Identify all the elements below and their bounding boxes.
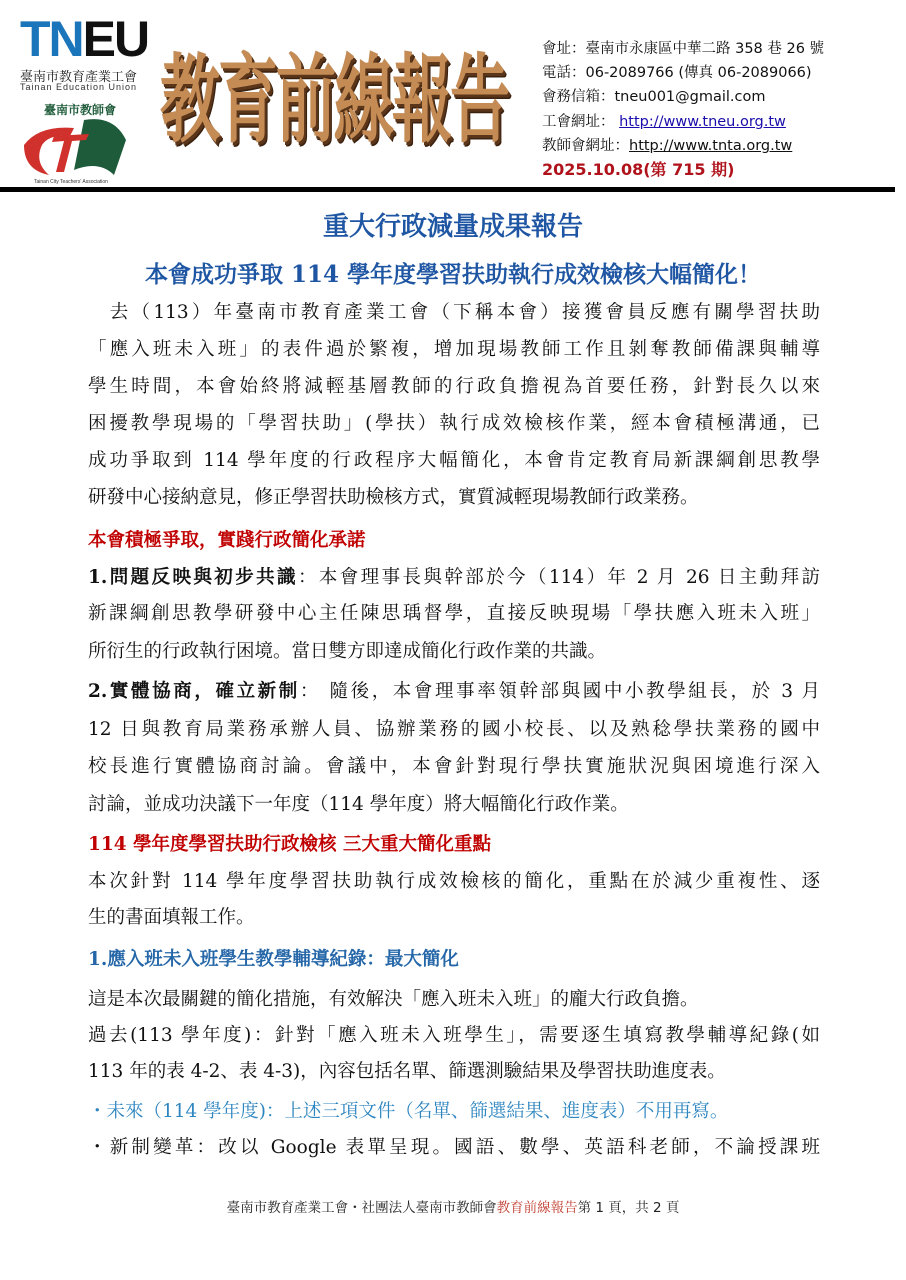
paragraph-line: 去（113）年臺南市教育產業工會（下稱本會）接獲會員反應有關學習扶助 <box>88 302 820 323</box>
union-site-link[interactable]: http://www.tneu.org.tw <box>619 114 786 130</box>
tneu-logo: TNEU <box>20 11 149 67</box>
paragraph-line: 過去(113 學年度)：針對「應入班未入班學生」，需要逐生填寫教學輔導紀錄(如 <box>88 1025 820 1046</box>
paragraph-line: 「應入班未入班」的表件過於繁複，增加現場教師工作且剝奪教師備課與輔導 <box>88 339 820 360</box>
section-heading: 114 學年度學習扶助行政檢核 三大重大簡化重點 <box>88 834 492 855</box>
tta-logo <box>14 100 134 185</box>
page-title: 重大行政減量成果報告 <box>322 212 583 242</box>
paragraph-line: 所衍生的行政執行困境。當日雙方即達成簡化行政作業的共識。 <box>88 641 607 662</box>
paragraph-line: 12 日與教育局業務承辦人員、協辦業務的國小校長、以及熟稔學扶業務的國中 <box>88 719 820 740</box>
paragraph-line: 學生時間，本會始終將減輕基層教師的行政負擔視為首要任務，針對長久以來 <box>88 376 820 397</box>
paragraph-line: 成功爭取到 114 學年度的行政程序大幅簡化，本會肯定教育局新課綱創思教學 <box>88 450 820 471</box>
tta-logo-english: Tainan City Teachers' Association <box>34 179 108 185</box>
address: 會址：臺南市永康區中華二路 358 巷 26 號 <box>542 41 825 57</box>
tneu-logo-english: Tainan Education Union <box>20 82 138 92</box>
section-heading: 本會積極爭取，實踐行政簡化承諾 <box>88 530 366 551</box>
tta-logo-text: 臺南市教師會 <box>44 103 117 117</box>
issue-date: 2025.10.08(第 715 期) <box>542 160 735 179</box>
paragraph-line: 校長進行實體協商討論。會議中，本會針對現行學扶實施狀況與困境進行深入 <box>88 756 820 777</box>
union-site-label: 工會網址： <box>542 114 615 130</box>
bullet-item: ・未來（114 學年度)：上述三項文件（名單、篩選結果、進度表）不用再寫。 <box>88 1101 729 1122</box>
header-divider <box>0 187 895 192</box>
paragraph-line: 113 年的表 4-2、表 4-3)，內容包括名單、篩選測驗結果及學習扶助進度表。 <box>88 1061 726 1082</box>
paragraph-line: 新課綱創思教學研發中心主任陳思瑀督學，直接反映現場「學扶應入班未入班」 <box>88 603 820 624</box>
email: 會務信箱：tneu001@gmail.com <box>542 89 766 105</box>
paragraph-line: 這是本次最關鍵的簡化措施，有效解決「應入班未入班」的龐大行政負擔。 <box>88 989 699 1010</box>
paragraph-line: 研發中心接納意見，修正學習扶助檢核方式，實質減輕現場教師行政業務。 <box>88 487 699 508</box>
page-subtitle: 本會成功爭取 114 學年度學習扶助執行成效檢核大幅簡化！ <box>144 261 762 288</box>
subsection-heading: 1.應入班未入班學生教學輔導紀錄：最大簡化 <box>88 949 459 970</box>
item-label: 2.實體協商，確立新制 <box>88 681 300 702</box>
page-footer: 臺南市教育產業工會・社團法人臺南市教師會教育前線報告第 1 頁，共 2 頁 <box>226 1200 680 1216</box>
bullet-item: ・新制變革：改以 Google 表單呈現。國語、數學、英語科老師，不論授課班 <box>88 1137 820 1158</box>
paragraph-line: 本次針對 114 學年度學習扶助執行成效檢核的簡化，重點在於減少重複性、逐 <box>88 871 820 892</box>
tta-site-label: 教師會網址： <box>542 138 629 154</box>
newsletter-banner: 教育前線報告 <box>160 48 508 154</box>
item-label: 1.問題反映與初步共識 <box>88 567 298 588</box>
paragraph-line: 討論，並成功決議下一年度（114 學年度）將大幅簡化行政作業。 <box>88 794 629 815</box>
paragraph-line: 困擾教學現場的「學習扶助」(學扶）執行成效檢核作業，經本會積極溝通，已 <box>88 413 820 434</box>
tneu-logo-chinese: 臺南市教育產業工會 <box>20 70 138 85</box>
paragraph-line: 生的書面填報工作。 <box>88 907 255 928</box>
phone: 電話：06-2089766 (傳真 06-2089066) <box>542 65 812 81</box>
tta-site-link[interactable]: http://www.tnta.org.tw <box>629 138 793 154</box>
